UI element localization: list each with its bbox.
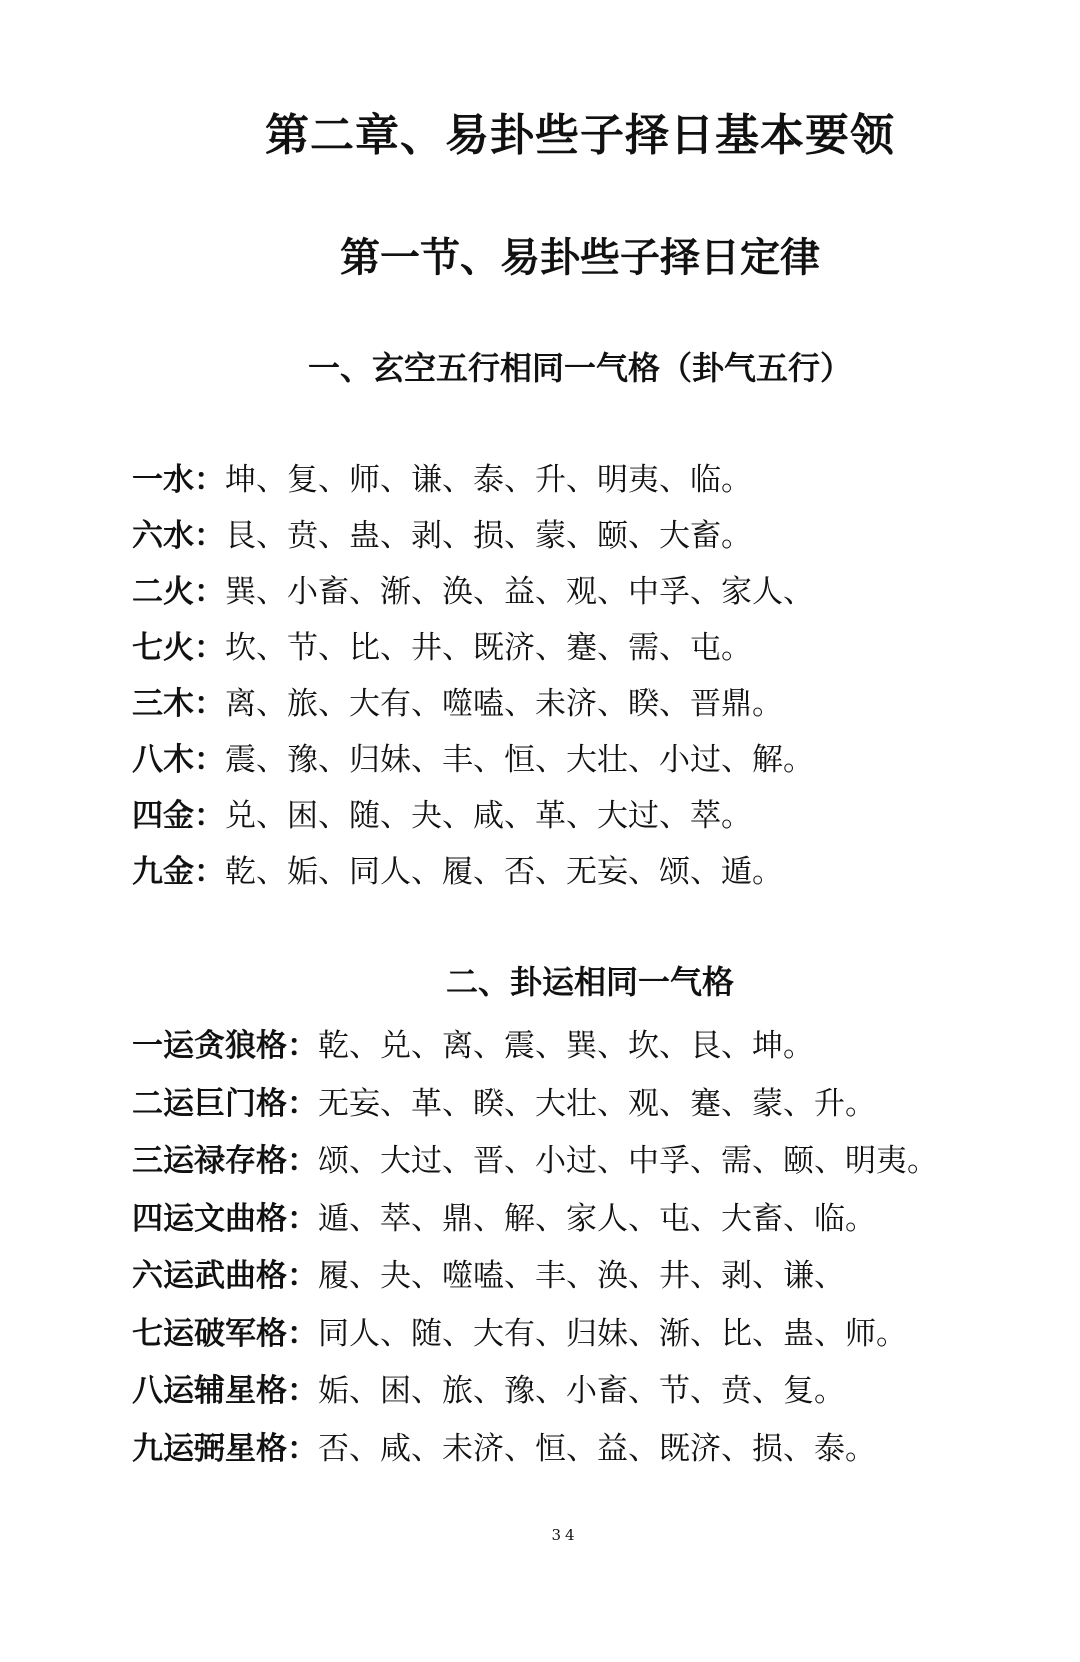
list-item xyxy=(132,1248,938,1306)
hexagram-cycle-list xyxy=(132,1018,938,1478)
row-label: 四运文曲格： xyxy=(132,1200,318,1237)
row-items: 履、夬、噬嗑、丰、涣、井、剥、谦、 xyxy=(318,1258,845,1294)
row-label: 一水： xyxy=(132,462,225,498)
list-item xyxy=(132,1133,938,1191)
row-items: 巽、小畜、渐、涣、益、观、中孚、家人、 xyxy=(225,574,814,610)
row-label: 七运破军格： xyxy=(132,1315,318,1352)
row-label: 八木： xyxy=(132,742,225,778)
row-label: 二运巨门格： xyxy=(132,1085,318,1122)
row-label: 八运辅星格： xyxy=(132,1373,318,1409)
list-item xyxy=(132,452,814,508)
row-label: 三木： xyxy=(132,686,225,722)
section-title: 第一节、易卦些子择日定律 xyxy=(340,235,820,281)
list-item xyxy=(132,1421,938,1479)
row-items: 震、豫、归妹、丰、恒、大壮、小过、解。 xyxy=(225,742,814,778)
part2-heading: 二、卦运相同一气格 xyxy=(445,963,734,1001)
chapter-title: 第二章、易卦些子择日基本要领 xyxy=(265,110,895,161)
part1-heading: 一、玄空五行相同一气格（卦气五行） xyxy=(307,349,852,387)
row-label: 二火： xyxy=(132,574,225,610)
row-items: 颂、大过、晋、小过、中孚、需、颐、明夷。 xyxy=(318,1143,938,1179)
list-item xyxy=(132,1306,938,1364)
row-label: 九金： xyxy=(132,854,225,890)
list-item xyxy=(132,620,814,676)
list-item xyxy=(132,1363,938,1421)
list-item xyxy=(132,1076,938,1134)
list-item xyxy=(132,676,814,732)
row-items: 姤、困、旅、豫、小畜、节、贲、复。 xyxy=(318,1373,845,1409)
row-label: 六运武曲格： xyxy=(132,1258,318,1294)
list-item xyxy=(132,1191,938,1249)
row-label: 七火： xyxy=(132,630,225,666)
row-items: 无妄、革、睽、大壮、观、蹇、蒙、升。 xyxy=(318,1085,876,1122)
row-label: 一运贪狼格： xyxy=(132,1028,318,1064)
page-number: 34 xyxy=(551,1526,579,1544)
row-items: 艮、贲、蛊、剥、损、蒙、颐、大畜。 xyxy=(225,518,752,554)
list-item xyxy=(132,788,814,844)
list-item xyxy=(132,844,814,900)
row-label: 六水： xyxy=(132,518,225,554)
row-items: 兑、困、随、夬、咸、革、大过、萃。 xyxy=(225,798,752,834)
list-item xyxy=(132,508,814,564)
row-items: 坎、节、比、井、既济、蹇、需、屯。 xyxy=(225,630,752,666)
list-item xyxy=(132,564,814,620)
row-label: 四金： xyxy=(132,798,225,834)
five-elements-list xyxy=(132,452,814,900)
row-items: 遁、萃、鼎、解、家人、屯、大畜、临。 xyxy=(318,1200,876,1237)
list-item xyxy=(132,1018,938,1076)
list-item xyxy=(132,732,814,788)
row-items: 坤、复、师、谦、泰、升、明夷、临。 xyxy=(225,462,752,498)
row-label: 九运弼星格： xyxy=(132,1430,318,1467)
row-items: 同人、随、大有、归妹、渐、比、蛊、师。 xyxy=(318,1315,907,1352)
row-label: 三运禄存格： xyxy=(132,1143,318,1179)
row-items: 乾、兑、离、震、巽、坎、艮、坤。 xyxy=(318,1028,814,1064)
row-items: 否、咸、未济、恒、益、既济、损、泰。 xyxy=(318,1430,876,1467)
row-items: 乾、姤、同人、履、否、无妄、颂、遁。 xyxy=(225,854,783,890)
row-items: 离、旅、大有、噬嗑、未济、睽、晋鼎。 xyxy=(225,686,783,722)
